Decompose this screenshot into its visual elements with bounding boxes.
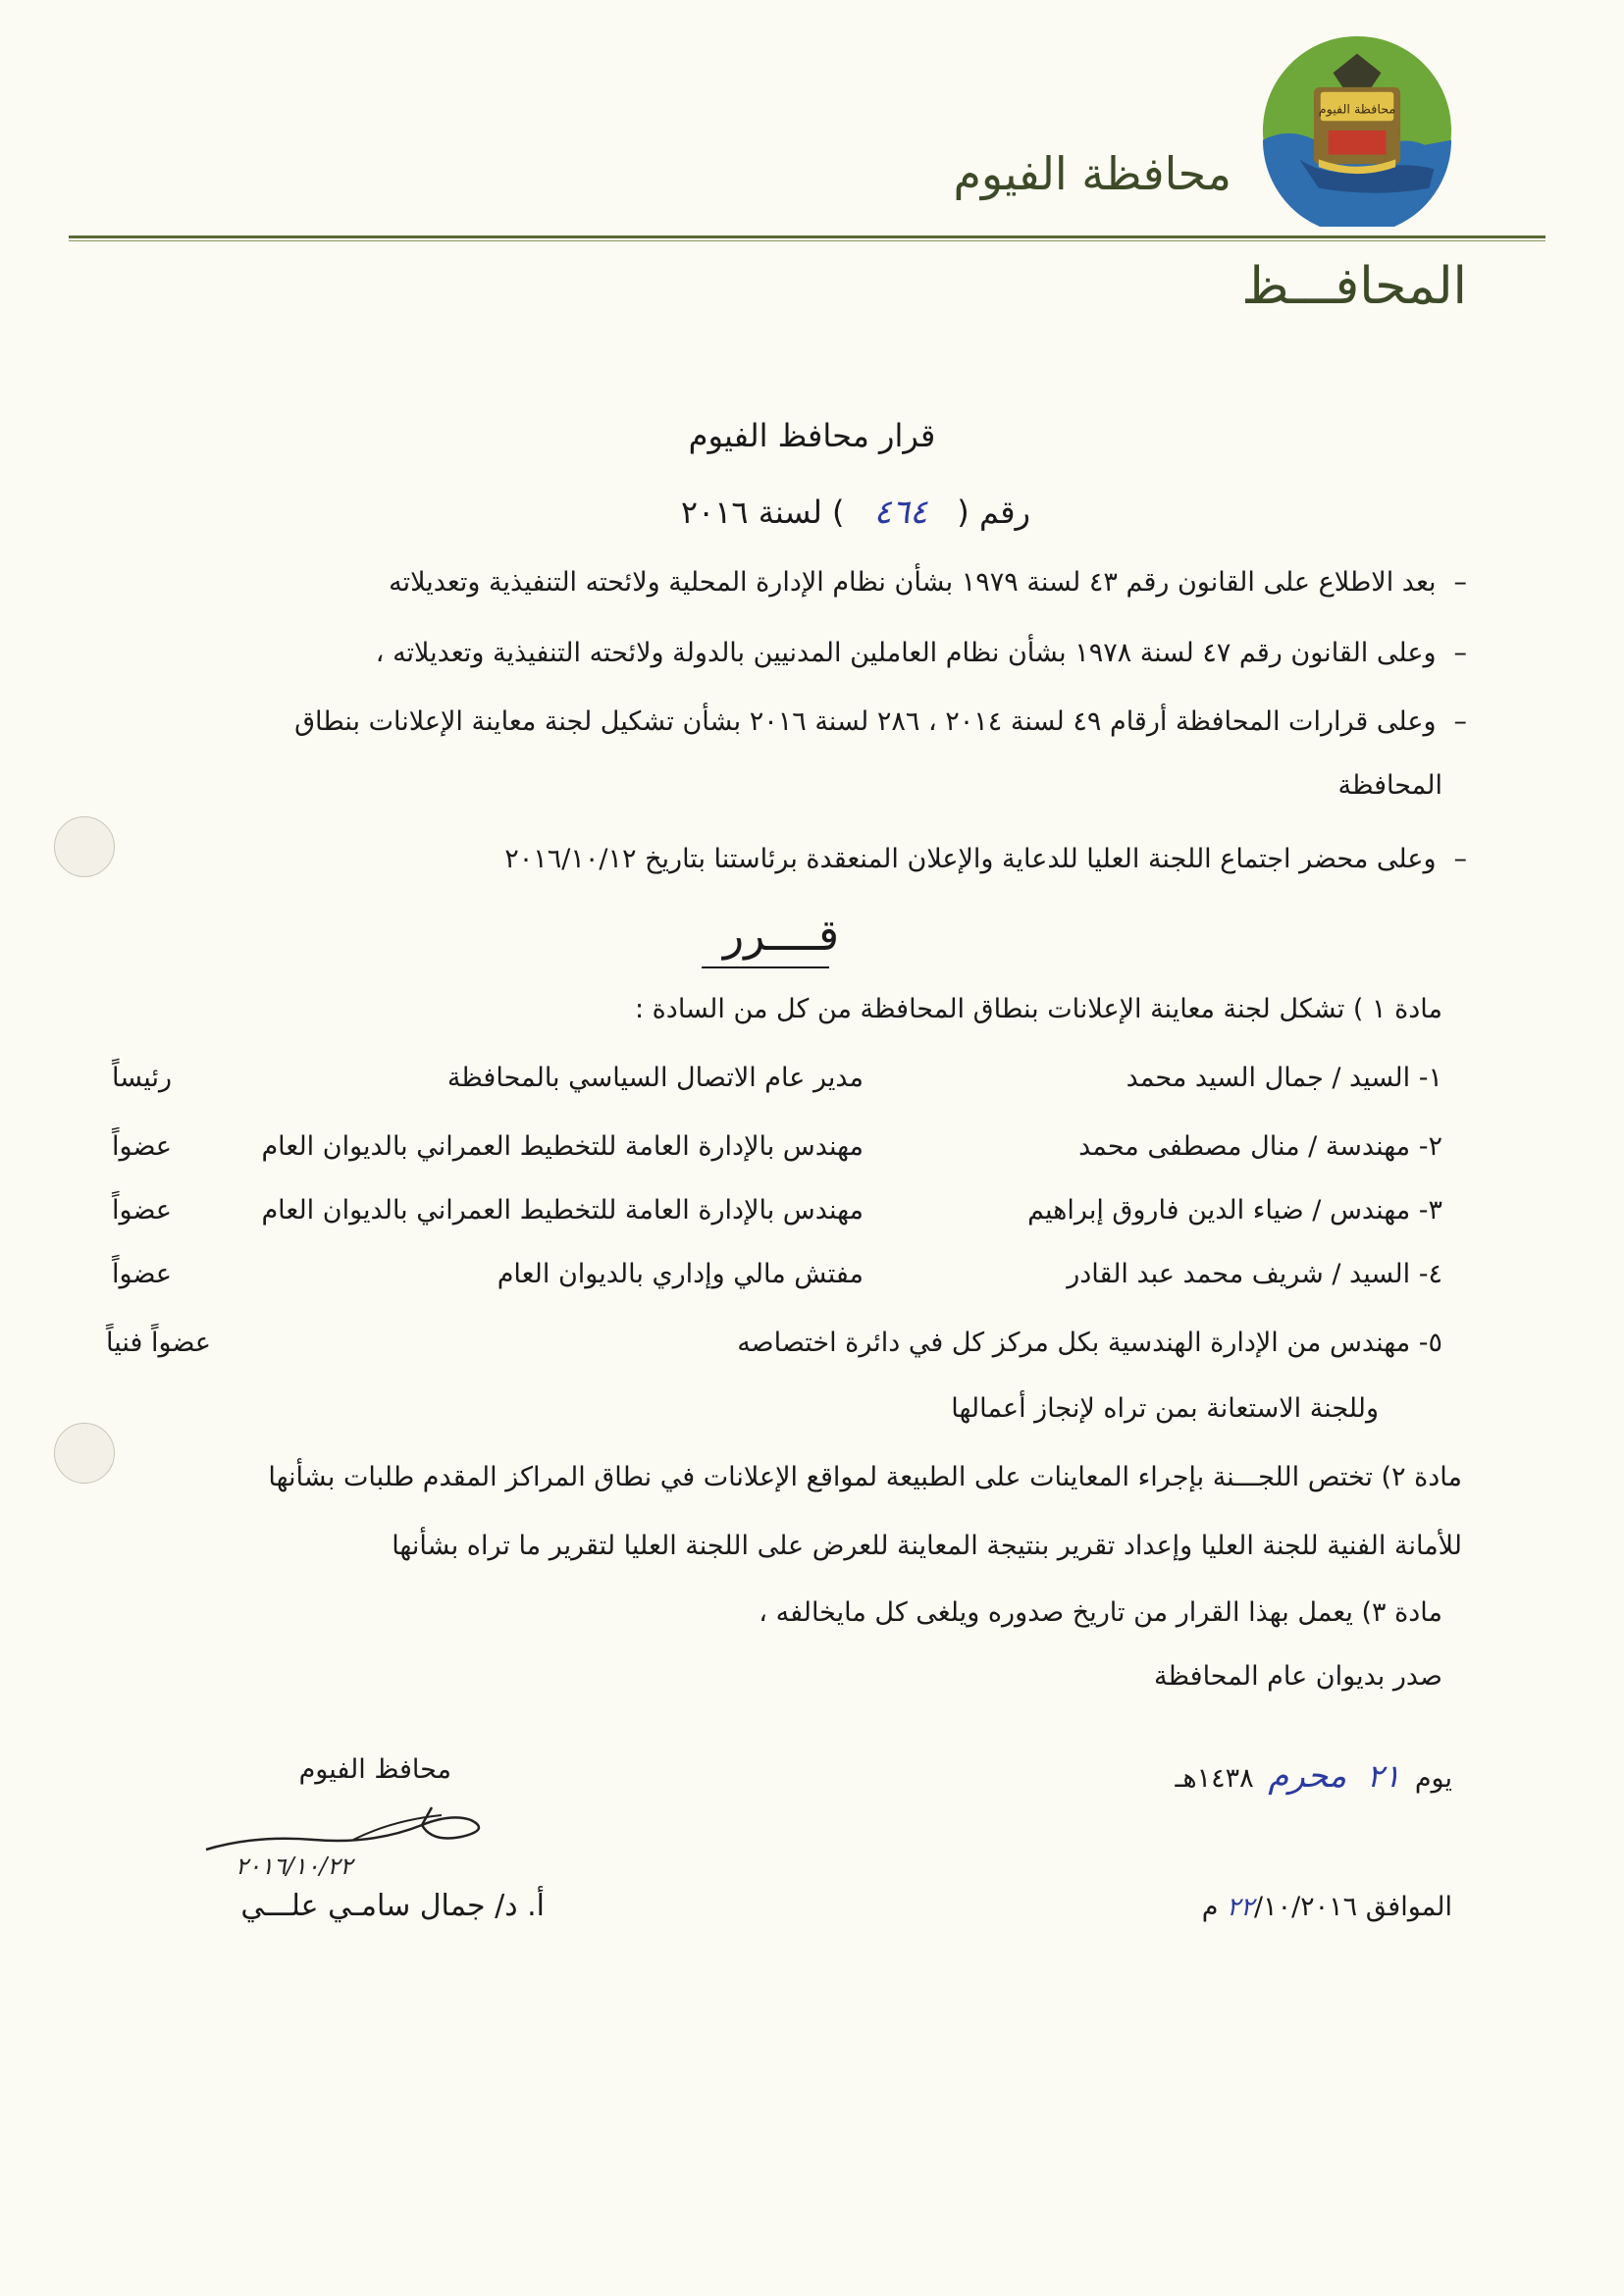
article-2-line: للأمانة الفنية للجنة العليا وإعداد تقرير بنتيجة المعاينة للعرض على اللجنة العليا لتقرير ما تراه بشأنها: [392, 1531, 1462, 1561]
decree-number-suffix: ) لسنة ٢٠١٦: [680, 494, 845, 531]
member-position: مدير عام الاتصال السياسي بالمحافظة: [446, 1063, 864, 1093]
member-role: رئيساً: [111, 1063, 172, 1093]
member-name: ٤- السيد / شريف محمد عبد القادر: [1067, 1259, 1442, 1289]
decree-number-prefix: رقم (: [957, 494, 1030, 531]
member-name: ٢- مهندسة / منال مصطفى محمد: [1078, 1131, 1442, 1162]
logo-text: محافظة الفيوم: [1318, 102, 1396, 118]
member-role: عضواً: [112, 1195, 172, 1226]
handwritten-date: ٢٠١٦/١٠/٢٢: [236, 1852, 353, 1880]
member-position: مهندس بالإدارة العامة للتخطيط العمراني بالديوان العام: [261, 1195, 864, 1226]
hijri-month: محرم: [1268, 1756, 1347, 1796]
member-name: ٥- مهندس من الإدارة الهندسية بكل مركز كل في دائرة اختصاصه: [737, 1328, 1442, 1358]
member-name: ١- السيد / جمال السيد محمد: [1126, 1063, 1442, 1093]
issued-at: صدر بديوان عام المحافظة: [1154, 1661, 1442, 1692]
decree-number: ٤٦٤: [873, 493, 928, 532]
signature-scribble: [196, 1796, 520, 1884]
header-rule-thin: [69, 240, 1545, 241]
punch-hole: [54, 1423, 115, 1484]
preamble-continuation: المحافظة: [1337, 770, 1442, 801]
decides-underline: [702, 966, 829, 968]
member-role: عضواً: [112, 1259, 172, 1289]
governor-heading: المحافـــظ: [1241, 257, 1467, 316]
governorate-name: محافظة الفيوم: [953, 147, 1231, 200]
member-role: عضواً: [112, 1131, 172, 1162]
gregorian-date: الموافق ٢٢/١٠/٢٠١٦ م: [1201, 1892, 1452, 1922]
decides-heading: قــــرر: [722, 911, 839, 961]
preamble-item: –وعلى القانون رقم ٤٧ لسنة ١٩٧٨ بشأن نظام العاملين المدنيين بالدولة ولائحته التنفيذية وتعديلاته ،: [375, 638, 1467, 668]
article-1-intro: مادة ١ ) تشكل لجنة معاينة الإعلانات بنطاق المحافظة من كل من السادة :: [634, 994, 1442, 1024]
punch-hole: [54, 816, 115, 877]
signatory-title: محافظ الفيوم: [298, 1754, 451, 1785]
decree-number-line: [681, 493, 1030, 532]
article-3: مادة ٣) يعمل بهذا القرار من تاريخ صدوره ويلغى كل مايخالفه ،: [759, 1597, 1442, 1628]
hijri-year: ١٤٣٨هـ: [1175, 1763, 1254, 1794]
fayoum-governorate-logo: [1261, 34, 1453, 227]
member-role: عضواً فنياً: [106, 1328, 211, 1358]
gregorian-day: ٢٢: [1227, 1893, 1254, 1922]
member-name: ٣- مهندس / ضياء الدين فاروق إبراهيم: [1027, 1195, 1442, 1226]
preamble-item: –وعلى قرارات المحافظة أرقام ٤٩ لسنة ٢٠١٤ ، ٢٨٦ لسنة ٢٠١٦ بشأن تشكيل لجنة معاينة الإعلانات بنطاق: [294, 706, 1467, 737]
member-position: مهندس بالإدارة العامة للتخطيط العمراني بالديوان العام: [261, 1131, 864, 1162]
article-2-line: مادة ٢) تختص اللجـــنة بإجراء المعاينات على الطبيعة لمواقع الإعلانات في نطاق المراكز المقدم طلبات بشأنها: [268, 1462, 1462, 1492]
preamble-item: –وعلى محضر اجتماع اللجنة العليا للدعاية والإعلان المنعقدة برئاستنا بتاريخ ٢٠١٦/١٠/١٢: [504, 844, 1467, 874]
member-position: مفتش مالي وإداري بالديوان العام: [497, 1259, 864, 1289]
signatory-name: أ. د/ جمال سامـي علـــي: [240, 1889, 545, 1923]
header-rule: [69, 235, 1545, 238]
hijri-day: ٢١: [1366, 1757, 1401, 1795]
committee-note: وللجنة الاستعانة بمن تراه لإنجاز أعمالها: [951, 1393, 1379, 1424]
decree-title: قرار محافظ الفيوم: [688, 417, 936, 454]
hijri-date: يوم ٢١ محرم ١٤٣٨هـ: [1175, 1756, 1452, 1796]
preamble-item: –بعد الاطلاع على القانون رقم ٤٣ لسنة ١٩٧٩ بشأن نظام الإدارة المحلية ولائحته التنفيذية وتعديلاته: [389, 567, 1467, 598]
